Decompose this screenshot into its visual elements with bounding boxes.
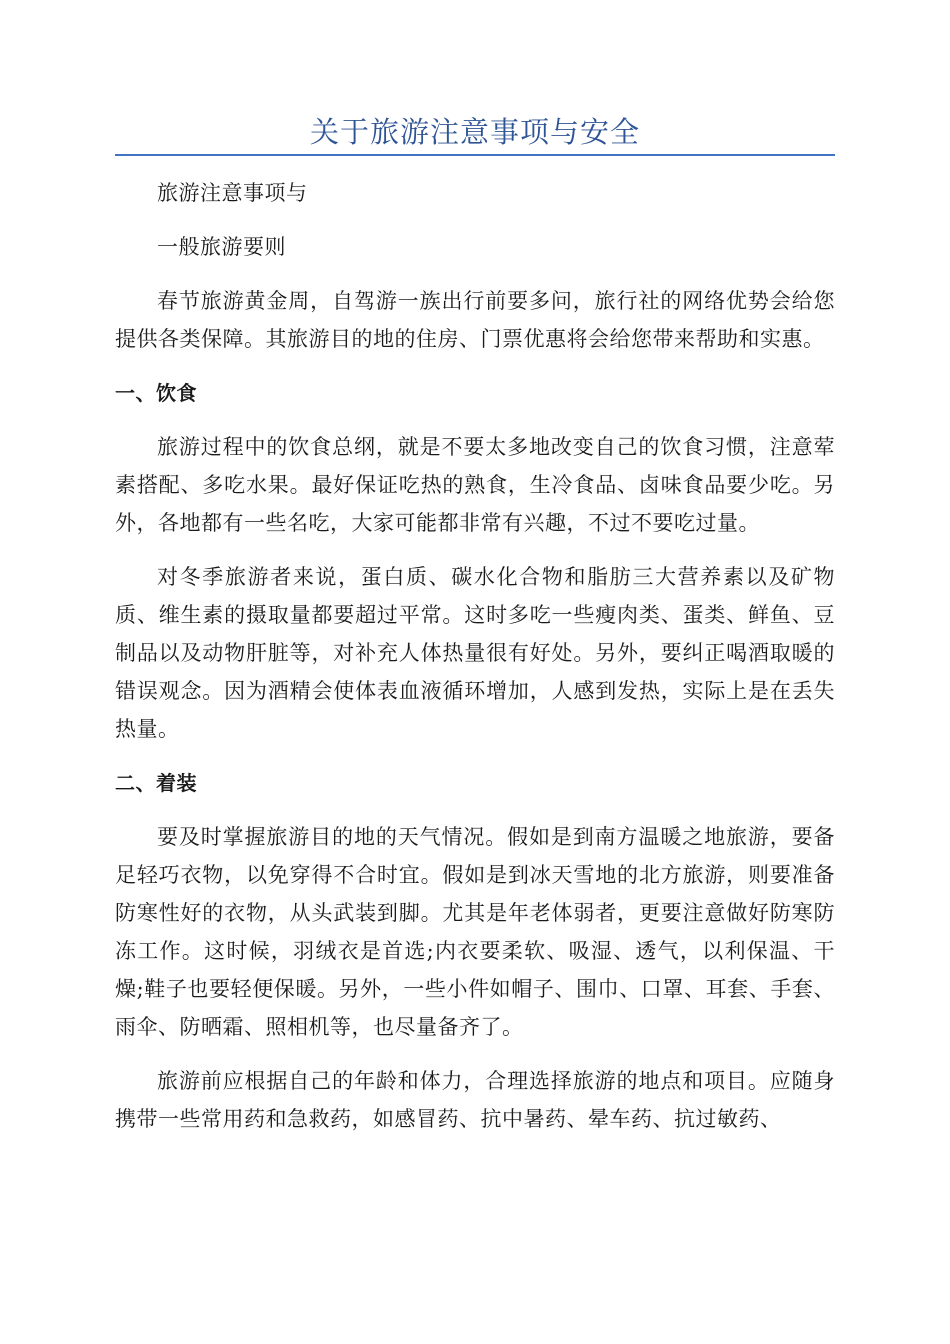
section-heading-clothing: 二、着装	[115, 771, 197, 795]
paragraph-overview: 春节旅游黄金周，自驾游一族出行前要多问，旅行社的网络优势会给您提供各类保障。其旅游目的地的住房、门票优惠将会给您带来帮助和实惠。	[115, 289, 835, 351]
paragraph-clothing-2: 旅游前应根据自己的年龄和体力，合理选择旅游的地点和项目。应随身携带一些常用药和急救药，如感冒药、抗中暑药、晕车药、抗过敏药、	[115, 1069, 835, 1131]
document-title: 关于旅游注意事项与安全	[309, 115, 640, 149]
section-heading-diet: 一、饮食	[115, 381, 197, 405]
paragraph-intro-1: 旅游注意事项与	[157, 181, 308, 205]
paragraph-diet-1: 旅游过程中的饮食总纲，就是不要太多地改变自己的饮食习惯，注意荤素搭配、多吃水果。最好保证吃热的熟食，生冷食品、卤味食品要少吃。另外，各地都有一些名吃，大家可能都非常有兴趣，不过不要吃过量。	[115, 435, 835, 535]
paragraph-diet-2: 对冬季旅游者来说，蛋白质、碳水化合物和脂肪三大营养素以及矿物质、维生素的摄取量都要超过平常。这时多吃一些瘦肉类、蛋类、鲜鱼、豆制品以及动物肝脏等，对补充人体热量很有好处。另外，要纠正喝酒取暖的错误观念。因为酒精会使体表血液循环增加，人感到发热，实际上是在丢失热量。	[115, 565, 835, 741]
paragraph-clothing-1: 要及时掌握旅游目的地的天气情况。假如是到南方温暖之地旅游，要备足轻巧衣物，以免穿得不合时宜。假如是到冰天雪地的北方旅游，则要准备防寒性好的衣物，从头武装到脚。尤其是年老体弱者，更要注意做好防寒防冻工作。这时候，羽绒衣是首选;内衣要柔软、吸湿、透气，以利保温、干燥;鞋子也要轻便保暖。另外，一些小件如帽子、围巾、口罩、耳套、手套、雨伞、防晒霜、照相机等，也尽量备齐了。	[115, 825, 835, 1039]
paragraph-intro-2: 一般旅游要则	[157, 235, 286, 259]
document-body	[115, 174, 835, 1154]
title-underline	[115, 154, 835, 156]
